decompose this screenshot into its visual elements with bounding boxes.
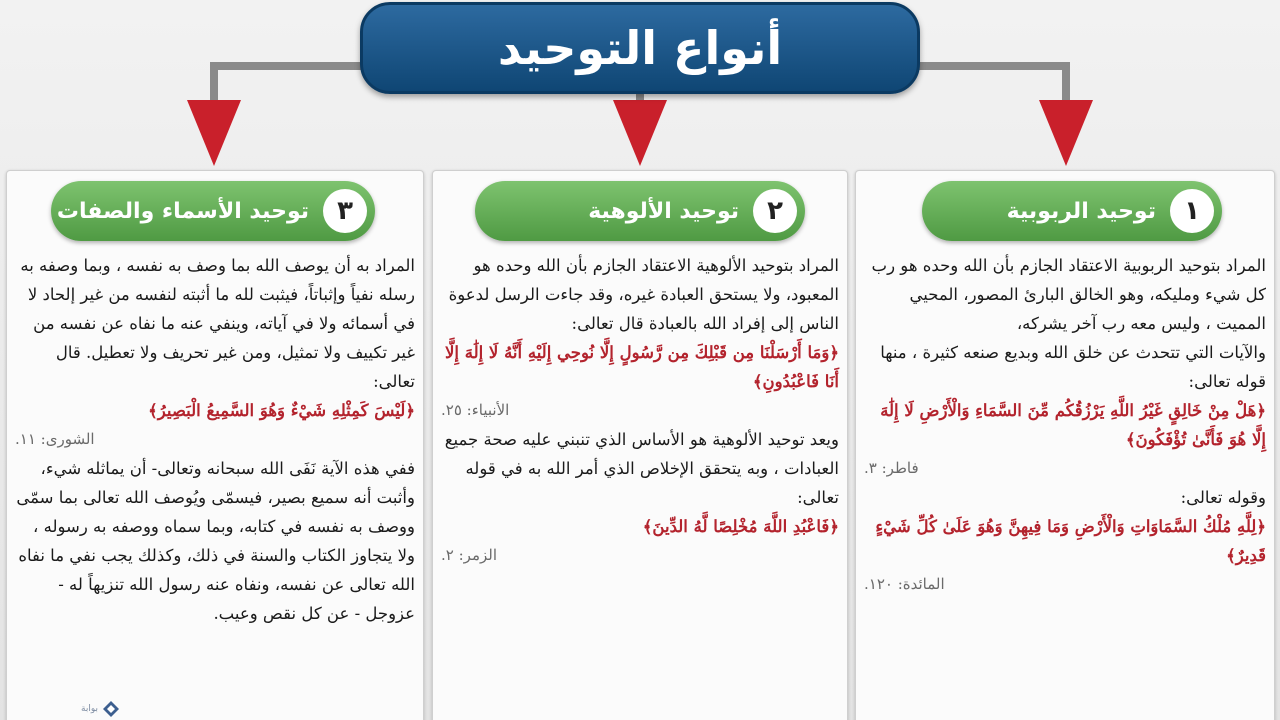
column-body: [441, 251, 839, 570]
verse-reference: الشورى: ١١.: [15, 430, 95, 448]
body-text: وقوله تعالى:: [1180, 488, 1266, 507]
watermark-text: بوابة: [81, 704, 98, 714]
header-asma-wa-sifat: [51, 181, 375, 241]
verse-text: ﴿وَمَا أَرْسَلْنَا مِن قَبْلِكَ مِن رَّسُولٍ إِلَّا نُوحِي إِلَيْهِ أَنَّهُ لَا إِلَٰهَ إِلَّا أَنَا فَاعْبُدُونِ﴾: [444, 343, 839, 391]
column-asma-wa-sifat: [6, 170, 424, 720]
verse-reference: الأنبياء: ٢٥.: [441, 401, 510, 419]
definition-text: المراد به أن يوصف الله بما وصف به نفسه ، وبما وصفه به رسله نفياً وإثباتاً، فيثبت لله ما أثبته لنفسه من غير إلحاد لا في أسمائه ولا في آياته، وينفي عنه ما نفاه عن نفسه من غير تكييف ولا تمثيل، ومن غير تحريف ولا تعطيل. قال تعالى:: [20, 256, 415, 391]
connector-left-horizontal: [210, 62, 362, 70]
verse-reference: المائدة: ١٢٠.: [864, 575, 945, 593]
column-rububiyyah: [855, 170, 1275, 720]
column-body: [864, 251, 1266, 599]
verse-reference: فاطر: ٣.: [864, 459, 919, 477]
verse-text: ﴿لَيْسَ كَمِثْلِهِ شَيْءٌ وَهُوَ السَّمِيعُ الْبَصِيرُ﴾: [148, 401, 415, 420]
header-uluhiyyah: [475, 181, 805, 241]
column-body: [15, 251, 415, 628]
connector-right-horizontal: [918, 62, 1070, 70]
definition-text: المراد بتوحيد الربوبية الاعتقاد الجازم بأن الله وحده هو رب كل شيء ومليكه، وهو الخالق البارئ المصور، المحيي المميت ، وليس معه رب آخر يشركه،: [871, 256, 1266, 333]
column-uluhiyyah: [432, 170, 848, 720]
verse-text: ﴿هَلْ مِنْ خَالِقٍ غَيْرُ اللَّهِ يَرْزُقُكُم مِّنَ السَّمَاءِ وَالْأَرْضِ لَا إِلَٰهَ إِلَّا هُوَ فَأَنَّىٰ تُؤْفَكُونَ﴾: [880, 401, 1266, 449]
verse-text: ﴿لِلَّهِ مُلْكُ السَّمَاوَاتِ وَالْأَرْضِ وَمَا فِيهِنَّ وَهُوَ عَلَىٰ كُلِّ شَيْءٍ قَدِيرٌ﴾: [875, 517, 1266, 565]
title-box: [360, 2, 920, 94]
header-label: توحيد الأسماء والصفات: [56, 198, 309, 224]
body-text: ففي هذه الآية نَفَى الله سبحانه وتعالى- أن يماثله شيء، وأثبت أنه سميع بصير، فيسمّى ويُوصف الله تعالى بما سمّى ووصف به نفسه في كتابه، وبما سماه ووصفه به رسوله ، ولا يتجاوز الكتاب والسنة في ذلك، وكذلك يجب نفي ما نفاه الله تعالى عن نفسه، ونفاه عنه رسول الله تنزيهاً له - عزوجل - عن كل نقص وعيب.: [16, 459, 415, 623]
arrow-down-icon-left: [187, 100, 241, 166]
header-label: توحيد الألوهية: [588, 198, 739, 224]
watermark: [0, 698, 120, 720]
arrow-down-icon-center: [613, 100, 667, 166]
body-text: والآيات التي تتحدث عن خلق الله وبديع صنعه كثيرة ، منها قوله تعالى:: [880, 343, 1266, 391]
verse-text: ﴿فَاعْبُدِ اللَّهَ مُخْلِصًا لَّهُ الدِّينَ﴾: [642, 517, 839, 536]
arrow-down-icon-right: [1039, 100, 1093, 166]
body-text: ويعد توحيد الألوهية هو الأساس الذي تنبني عليه صحة جميع العبادات ، وبه يتحقق الإخلاص الذي أمر الله به في قوله تعالى:: [444, 430, 839, 507]
verse-reference: الزمر: ٢.: [441, 546, 497, 564]
header-label: توحيد الربوبية: [1006, 198, 1156, 224]
number-badge: ٢: [753, 189, 797, 233]
number-badge: ٣: [323, 189, 367, 233]
number-badge: ١: [1170, 189, 1214, 233]
definition-text: المراد بتوحيد الألوهية الاعتقاد الجازم بأن الله وحده هو المعبود، ولا يستحق العبادة غيره، وقد جاءت الرسل لدعوة الناس إلى إفراد الله بالعبادة قال تعالى:: [448, 256, 839, 333]
page-title: أنواع التوحيد: [497, 21, 783, 75]
header-rububiyyah: [922, 181, 1222, 241]
watermark-logo-icon: [102, 700, 120, 718]
